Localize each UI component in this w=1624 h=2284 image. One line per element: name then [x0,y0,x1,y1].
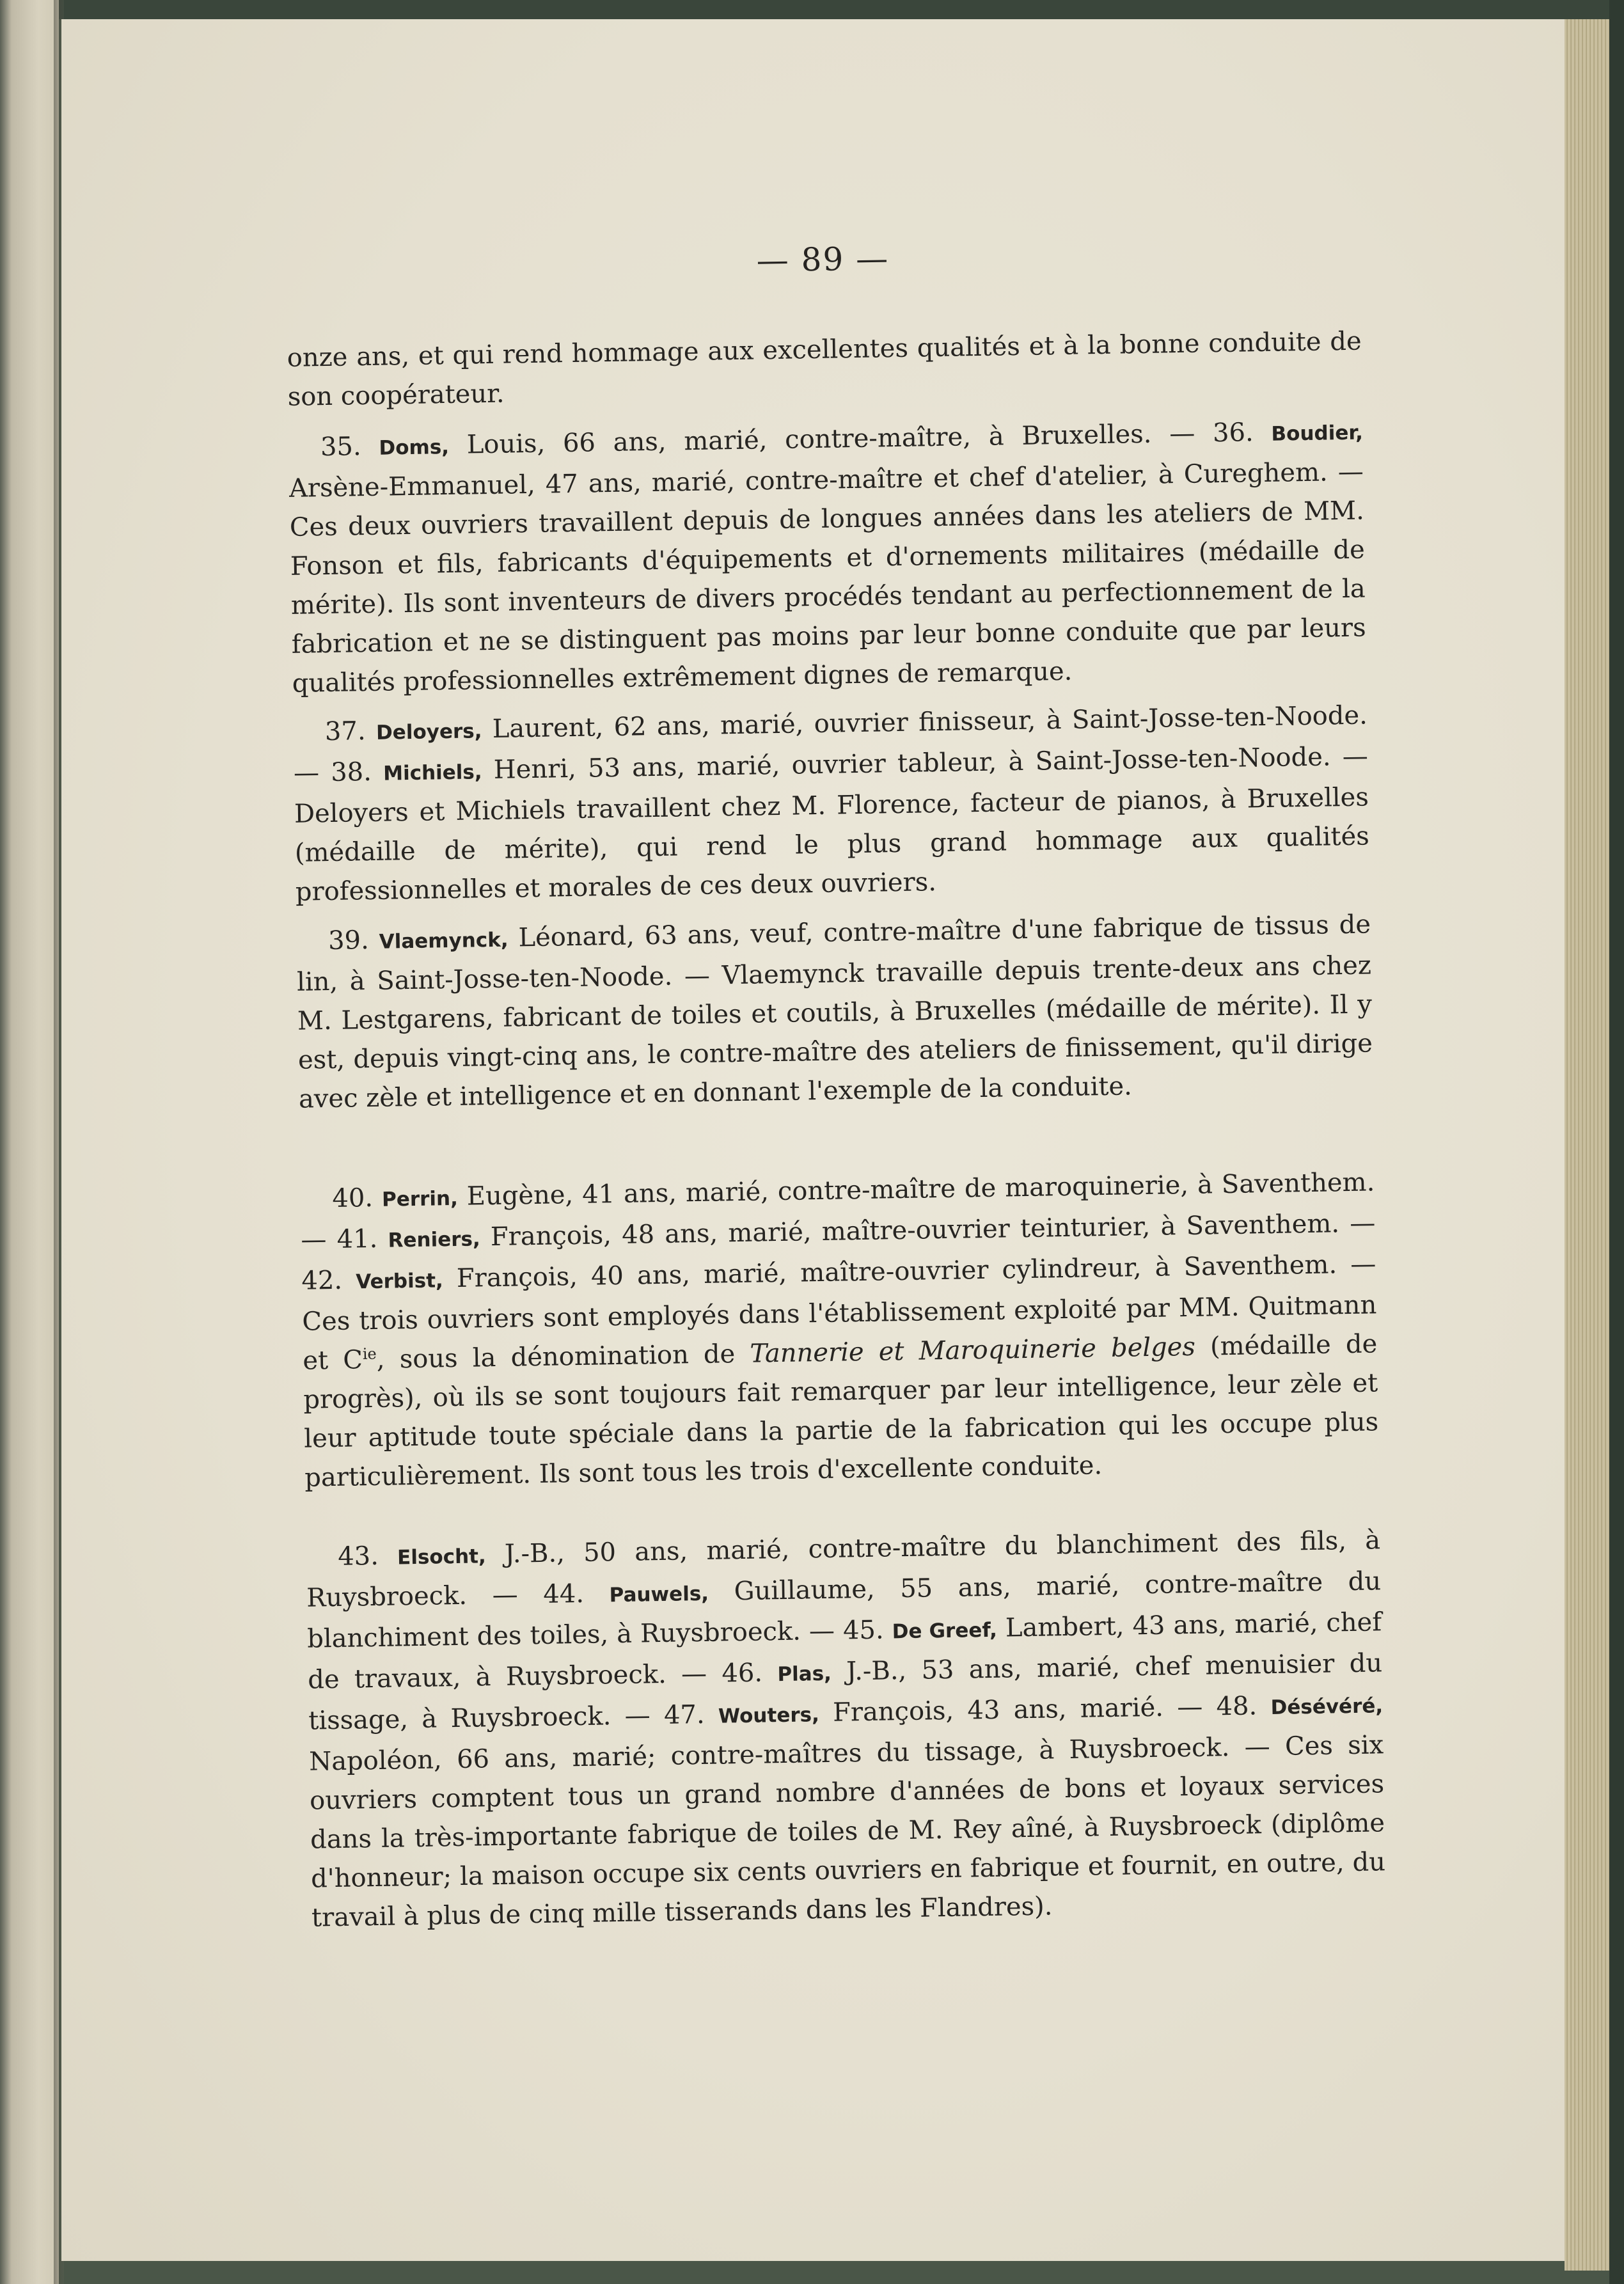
worker-name: Boudier, [1271,421,1364,446]
paragraph-entry-35-36 [288,412,1368,704]
paragraph-entry-37-38 [293,696,1371,911]
page-text-block [281,0,1392,2284]
paragraph-entry-39 [296,905,1374,1119]
worker-name: Vlaemynck, [379,928,508,954]
entry-text: Louis, 66 ans, marié, contre-maître, à Bruxelles. — 36. [448,417,1272,460]
entry-text: Guillaume, 55 ans, marié, contre-maître du blanchiment des toiles, à Ruysbroeck. — 45. [306,1566,1382,1654]
company-name-italic: Tannerie et Maroquinerie belges [750,1332,1196,1369]
left-page-edge [0,0,59,2284]
entry-number: 43. [337,1541,398,1571]
worker-name: Pauwels, [609,1582,709,1607]
paragraph-entry-43-48 [306,1521,1387,1937]
entry-number: 35. [320,431,379,462]
paragraph-continuation [287,322,1362,417]
worker-name: Verbist, [356,1269,444,1294]
worker-name: De Greef, [892,1618,998,1644]
worker-name: Reniers, [388,1227,481,1252]
superscript: ie [362,1344,377,1363]
entry-text: (médaille de progrès), où ils se sont toujours fait remarquer par leur intelligence, leur zèle et leur aptitude toute spéciale dans la partie de la fabrication qui les occupe plus particulièrement. Ils sont tous les trois d'excellente conduite. [303,1329,1379,1493]
entry-text: Henri, 53 ans, marié, ouvrier tableur, à Saint-Josse-ten-Noode. — Deloyers et Michiels travaillent chez M. Florence, facteur de pianos, à Bruxelles (médaille de mérite), qui rend le plus grand hommage aux qualités professionnelles et morales de ces deux ouvriers. [294,741,1370,907]
entry-text: Laurent, 62 ans, marié, ouvrier finisseur, à Saint-Josse-ten-Noode. — 38. [293,700,1368,788]
entry-text: J.-B., 53 ans, marié, chef menuisier du tissage, à Ruysbroeck. — 47. [308,1648,1383,1736]
worker-name: Doms, [379,435,450,460]
worker-name: Désévéré, [1270,1694,1384,1720]
paragraph-entry-40-42 [300,1163,1380,1497]
entry-text: Napoléon, 66 ans, marié; contre-maîtres du tissage, à Ruysbroeck. — Ces six ouvriers comptent tous un grand nombre d'années de bons et loyaux services dans la très-importante fabrique de toiles de M. Rey aîné, à Ruysbroeck (diplôme d'honneur; la maison occupe six cents ouvriers en fabrique et fournit, en outre, du travail à plus de cinq mille tisserands dans les Flandres). [308,1730,1386,1933]
worker-name: Deloyers, [375,720,482,744]
entry-text: Eugène, 41 ans, marié, contre-maître de maroquinerie, à Saventhem. — 41. [301,1167,1375,1255]
worker-name: Elsocht, [397,1545,487,1570]
entry-text: François, 48 ans, marié, maître-ouvrier teinturier, à Saventhem. — 42. [301,1208,1376,1296]
entry-text: François, 40 ans, marié, maître-ouvrier cylindreur, à Saventhem. — Ces trois ouvriers sont employés dans l'établissement exploité par MM. Quitmann et C [302,1249,1377,1376]
page-number: — 89 — [756,240,890,280]
paragraph-text: onze ans, et qui rend hommage aux excellentes qualités et à la bonne conduite de son coopérateur. [287,326,1362,412]
worker-name: Perrin, [381,1186,459,1211]
worker-name: Plas, [777,1662,832,1687]
worker-name: Michiels, [382,760,482,785]
entry-text: J.-B., 50 ans, marié, contre-maître du blanchiment des fils, à Ruysbroeck. — 44. [306,1525,1381,1613]
entry-number: 39. [327,925,380,956]
entry-number: 40. [332,1183,382,1213]
worker-name: Wouters, [718,1703,820,1728]
entry-number: 37. [324,716,377,747]
page-stack-edge [1565,19,1609,2271]
entry-text: Arsène-Emmanuel, 47 ans, marié, contre-maître et chef d'atelier, à Cureghem. — Ces deux ouvriers travaillent depuis de longues années dans les ateliers de MM. Fonson et fils, fabricants d'équipements et d'ornements militaires (médaille de mérite). Ils sont inventeurs de divers procédés tendant au perfectionnement de la fabrication et ne se distinguent pas moins par leur bonne conduite que par leurs qualités professionnelles extrêmement dignes de remarque. [288,457,1366,698]
scanner-background-right [1609,0,1624,2284]
entry-text: , sous la dénomination de [376,1339,750,1374]
entry-text: François, 43 ans, marié. — 48. [819,1691,1271,1728]
entry-text: Léonard, 63 ans, veuf, contre-maître d'une fabrique de tissus de lin, à Saint-Josse-ten-Noode. — Vlaemynck travaille depuis trente-deux ans chez M. Lestgarens, fabricant de toiles et coutils, à Bruxelles (médaille de mérite). Il y est, depuis vingt-cinq ans, le contre-maître des ateliers de finissement, qu'il dirige avec zèle et intelligence et en donnant l'exemple de la conduite. [296,910,1373,1114]
entry-text: Lambert, 43 ans, marié, chef de travaux, à Ruysbroeck. — 46. [307,1607,1382,1695]
